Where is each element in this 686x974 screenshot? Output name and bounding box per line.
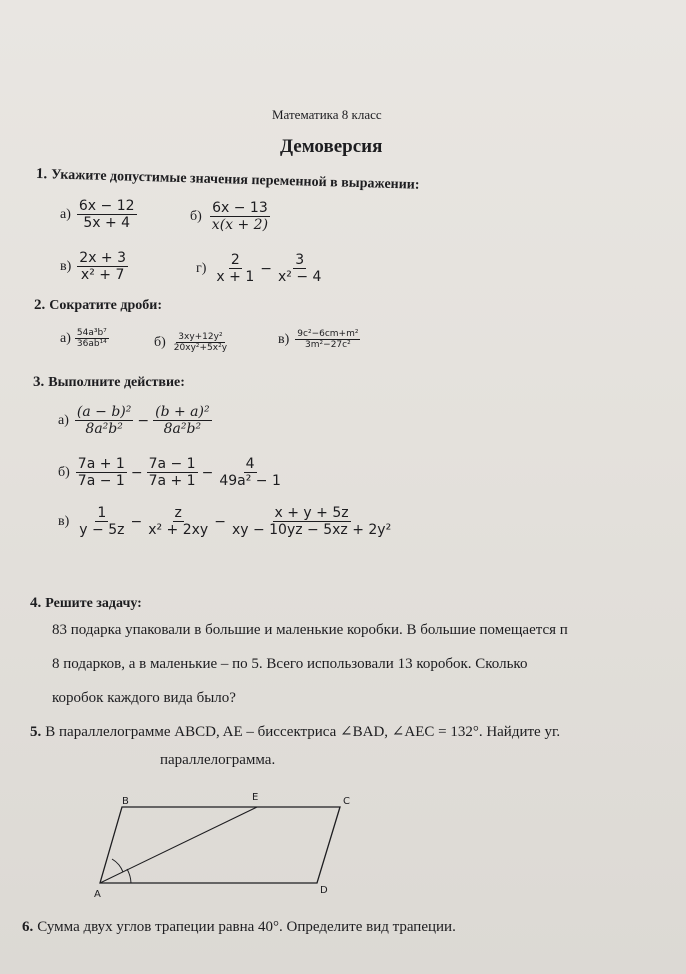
parallelogram-shape [100, 807, 340, 883]
denominator: x² + 7 [80, 267, 125, 284]
item-label: в) [278, 331, 290, 347]
numerator: 2x + 3 [79, 250, 127, 266]
item-label: б) [190, 208, 202, 224]
item-label: б) [58, 464, 70, 480]
numerator: 6x − 13 [212, 200, 268, 216]
question-text: В параллелограмме ABCD, AE – биссектриса ∠BAD, ∠AEC = 132°. Найдите уг. [45, 724, 561, 740]
denominator: x + 1 [216, 269, 255, 286]
item-label: в) [58, 513, 70, 529]
question-number: 6. [22, 919, 34, 935]
numerator: 7a − 1 [148, 456, 196, 472]
item-label: а) [60, 330, 71, 346]
denominator: 36ab¹⁴ [76, 339, 107, 350]
page-title: Демоверсия [280, 136, 383, 157]
q1-item-v [60, 250, 128, 283]
vertex-label-b: B [122, 796, 129, 807]
denominator: 7a + 1 [148, 473, 196, 490]
fraction [217, 456, 283, 489]
numerator: (b + a)² [155, 404, 210, 420]
item-label: а) [60, 206, 71, 222]
question-6-heading [22, 918, 456, 936]
q2-item-v [278, 329, 360, 351]
operator: − [130, 513, 143, 530]
question-number: 4. [30, 595, 42, 611]
question-text: Решите задачу: [45, 596, 142, 611]
fraction [77, 250, 128, 283]
numerator: 4 [245, 456, 255, 472]
question-5-continuation: параллелограмма. [160, 752, 276, 768]
q2-item-b [154, 332, 229, 354]
operator: − [130, 464, 143, 481]
numerator: x + y + 5z [274, 505, 349, 521]
fraction [172, 332, 229, 354]
operator: − [201, 464, 214, 481]
problem-line-3: коробок каждого вида было? [52, 690, 236, 706]
denominator: 7a − 1 [77, 473, 125, 490]
denominator: 49a² − 1 [219, 473, 281, 490]
subject-header: Математика 8 класс [272, 107, 382, 122]
item-label: г) [196, 260, 207, 276]
fraction [276, 252, 323, 285]
fraction [77, 505, 126, 538]
numerator: 2 [230, 252, 240, 268]
fraction [146, 505, 210, 538]
item-label: б) [154, 334, 166, 350]
fraction [76, 456, 127, 489]
vertex-label-e: E [252, 792, 259, 803]
numerator: z [174, 505, 182, 521]
denominator: 5x + 4 [83, 215, 131, 232]
question-text: Сумма двух углов трапеции равна 40°. Определите вид трапеции. [37, 919, 456, 935]
denominator: y − 5z [79, 522, 125, 539]
denominator: 3m²−27c² [305, 340, 351, 351]
question-2-heading [34, 296, 162, 314]
q1-item-b [190, 200, 270, 233]
q1-item-a [60, 198, 137, 231]
denominator: xy − 10yz − 5xz + 2y² [231, 522, 392, 539]
fraction [153, 404, 211, 437]
question-number: 5. [30, 724, 42, 740]
q1-item-g [196, 252, 323, 285]
fraction [147, 456, 198, 489]
item-label: в) [60, 258, 72, 274]
numerator: 1 [97, 505, 107, 521]
angle-arc-lower [127, 869, 131, 883]
numerator: 54a³b⁷ [76, 328, 107, 338]
bisector-ae [100, 807, 257, 883]
denominator: x² + 2xy [148, 522, 209, 539]
vertex-label-c: C [343, 796, 350, 807]
denominator: 8a²b² [163, 421, 202, 438]
question-text: Укажите допустимые значения переменной в выражении: [51, 167, 420, 193]
denominator: x² − 4 [277, 269, 322, 286]
problem-line-2: 8 подарков, а в маленькие – по 5. Всего использовали 13 коробок. Сколько [52, 656, 528, 672]
numerator: 7a + 1 [77, 456, 125, 472]
question-number: 3. [33, 374, 45, 390]
question-text: Сократите дроби: [49, 298, 162, 313]
fraction [214, 252, 256, 285]
question-text: Выполните действие: [48, 375, 185, 390]
denominator: 8a²b² [85, 421, 123, 438]
fraction [210, 200, 270, 233]
item-label: а) [58, 412, 69, 428]
question-number: 2. [34, 297, 46, 313]
numerator: 3 [295, 252, 305, 268]
q3-item-a [58, 404, 212, 437]
numerator: (a − b)² [76, 404, 132, 420]
question-3-heading [33, 373, 185, 391]
operator: − [137, 412, 150, 429]
numerator: 3xy+12y² [178, 332, 223, 342]
denominator: 20xy²+5x²y [173, 343, 228, 354]
fraction [77, 198, 137, 231]
parallelogram-figure [80, 785, 370, 905]
vertex-label-a: A [94, 889, 101, 900]
numerator: 6x − 12 [78, 198, 135, 214]
question-number: 1. [35, 166, 48, 183]
operator: − [214, 513, 226, 530]
angle-arc-upper [112, 859, 123, 872]
q3-item-b [58, 456, 283, 489]
numerator: 9c²−6cm+m² [297, 329, 359, 339]
vertex-label-d: D [320, 885, 328, 896]
q3-item-v [58, 505, 393, 538]
question-5-heading [30, 722, 560, 741]
q2-item-a [60, 328, 109, 350]
fraction [75, 404, 133, 437]
fraction [75, 328, 109, 350]
fraction [230, 505, 393, 538]
question-1-heading [36, 165, 420, 194]
question-4-heading [30, 594, 142, 612]
fraction [295, 329, 360, 351]
problem-line-1: 83 подарка упаковали в большие и маленькие коробки. В большие помещается п [52, 622, 568, 638]
denominator: x(x + 2) [211, 217, 269, 234]
operator: − [260, 260, 272, 277]
